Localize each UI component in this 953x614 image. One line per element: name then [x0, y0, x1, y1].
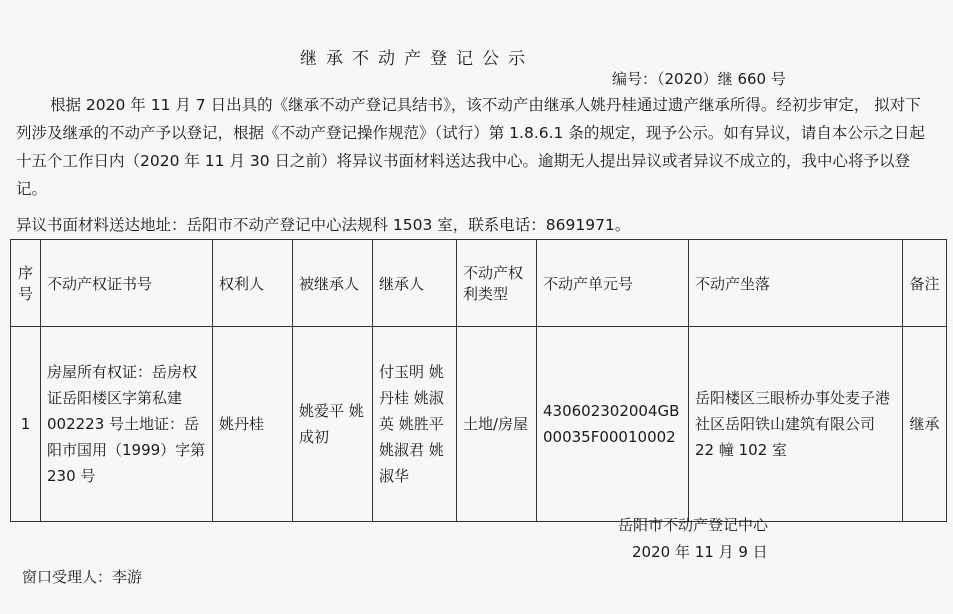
- cell-remark: 继承: [903, 327, 947, 522]
- header-right-type: 不动产权利类型: [457, 240, 537, 327]
- cell-decedent: 姚爱平 姚成初: [293, 327, 373, 522]
- header-cert-no: 不动产权证书号: [41, 240, 213, 327]
- header-seq: 序号: [11, 240, 41, 327]
- header-remark: 备注: [903, 240, 947, 327]
- header-owner: 权利人: [213, 240, 293, 327]
- cell-unit-no: 430602302004GB00035F00010002: [537, 327, 689, 522]
- cell-right-type: 土地/房屋: [457, 327, 537, 522]
- header-heirs: 继承人: [373, 240, 457, 327]
- header-decedent: 被继承人: [293, 240, 373, 327]
- cell-seq: 1: [11, 327, 41, 522]
- table-row: [11, 327, 947, 522]
- issue-date: 2020 年 11 月 9 日: [632, 543, 768, 561]
- objection-address: 异议书面材料送达地址：岳阳市不动产登记中心法规科 1503 室，联系电话：8691971。: [16, 216, 631, 234]
- header-location: 不动产坐落: [689, 240, 903, 327]
- registration-table: [10, 239, 947, 522]
- window-agent: 窗口受理人：李游: [22, 568, 143, 586]
- cell-location: 岳阳楼区三眼桥办事处麦子港社区岳阳铁山建筑有限公司 22 幢 102 室: [689, 327, 903, 522]
- cell-owner: 姚丹桂: [213, 327, 293, 522]
- cell-heirs: 付玉明 姚丹桂 姚淑英 姚胜平 姚淑君 姚淑华: [373, 327, 457, 522]
- header-unit-no: 不动产单元号: [537, 240, 689, 327]
- cell-cert-no: 房屋所有权证：岳房权证岳阳楼区字第私建 002223 号土地证：岳阳市国用（1999）字第 230 号: [41, 327, 213, 522]
- document-title: 继承不动产登记公示: [300, 49, 534, 69]
- issuing-organization: 岳阳市不动产登记中心: [618, 516, 769, 534]
- table-header-row: [11, 240, 947, 327]
- document-number: 编号：（2020）继 660 号: [612, 70, 786, 88]
- notice-paragraph: 根据 2020 年 11 月 7 日出具的《继承不动产登记具结书》，该不动产由继承人姚丹桂通过遗产继承所得。经初步审定， 拟对下列涉及继承的不动产予以登记，根据《不动产登记操作规范》（试行）第 1.8.6.1 条的规定，现予公示。如有异议，请自本公示之日起十五个工作日内（2020 年 11 月 30 日之前）将异议书面材料送达我中心。逾期无人提出异议或者异议不成立的，我中心将予以登记。: [16, 96, 925, 198]
